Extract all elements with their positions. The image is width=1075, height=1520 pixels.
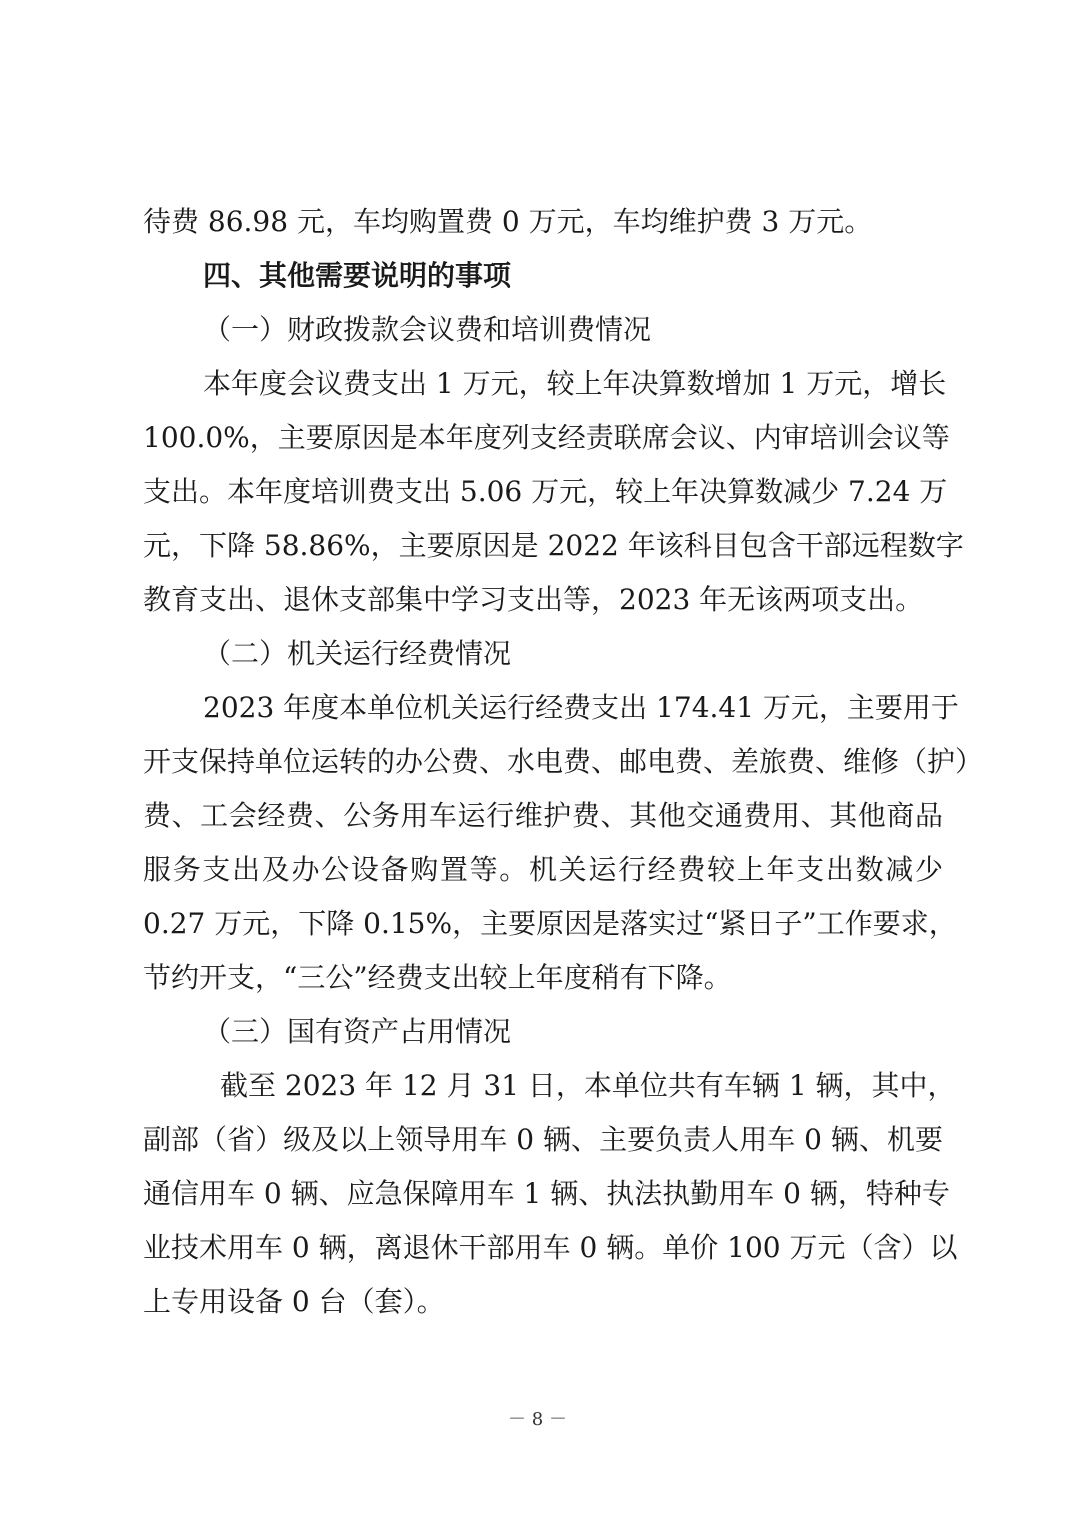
paragraph-line: 业技术用车 0 辆，离退休干部用车 0 辆。单价 100 万元（含）以 — [143, 1231, 958, 1264]
paragraph-line: 本年度会议费支出 1 万元，较上年决算数增加 1 万元，增长 — [203, 367, 947, 400]
section-heading: 四、其他需要说明的事项 — [203, 259, 512, 292]
paragraph-line: 上专用设备 0 台（套）。 — [143, 1285, 445, 1318]
paragraph-line: 费、工会经费、公务用车运行维护费、其他交通费用、其他商品 — [143, 799, 943, 832]
paragraph-line: 元，下降 58.86%，主要原因是 2022 年该科目包含干部远程数字 — [143, 529, 964, 562]
paragraph-line: 开支保持单位运转的办公费、水电费、邮电费、差旅费、维修（护） — [143, 745, 984, 778]
paragraph-line: 待费 86.98 元，车均购置费 0 万元，车均维护费 3 万元。 — [143, 205, 873, 238]
paragraph-line: 通信用车 0 辆、应急保障用车 1 辆、执法执勤用车 0 辆，特种专 — [143, 1177, 950, 1210]
paragraph-line: 服务支出及办公设备购置等。机关运行经费较上年支出数减少 — [143, 853, 943, 886]
subsection-heading: （三）国有资产占用情况 — [203, 1015, 512, 1048]
paragraph-line: 节约开支，“三公”经费支出较上年度稍有下降。 — [143, 961, 732, 994]
paragraph-line: 2023 年度本单位机关运行经费支出 174.41 万元，主要用于 — [203, 691, 959, 724]
paragraph-line: 0.27 万元，下降 0.15%，主要原因是落实过“紧日子”工作要求， — [143, 907, 957, 940]
paragraph-line: 100.0%，主要原因是本年度列支经责联席会议、内审培训会议等 — [143, 421, 950, 454]
paragraph-line: 截至 2023 年 12 月 31 日，本单位共有车辆 1 辆，其中， — [220, 1069, 956, 1102]
subsection-heading: （二）机关运行经费情况 — [203, 637, 512, 670]
paragraph-line: 教育支出、退休支部集中学习支出等，2023 年无该两项支出。 — [143, 583, 924, 616]
paragraph-line: 支出。本年度培训费支出 5.06 万元，较上年决算数减少 7.24 万 — [143, 475, 948, 508]
subsection-heading: （一）财政拨款会议费和培训费情况 — [203, 313, 652, 346]
page-number: － 8 － — [508, 1409, 567, 1430]
paragraph-line: 副部（省）级及以上领导用车 0 辆、主要负责人用车 0 辆、机要 — [143, 1123, 943, 1156]
